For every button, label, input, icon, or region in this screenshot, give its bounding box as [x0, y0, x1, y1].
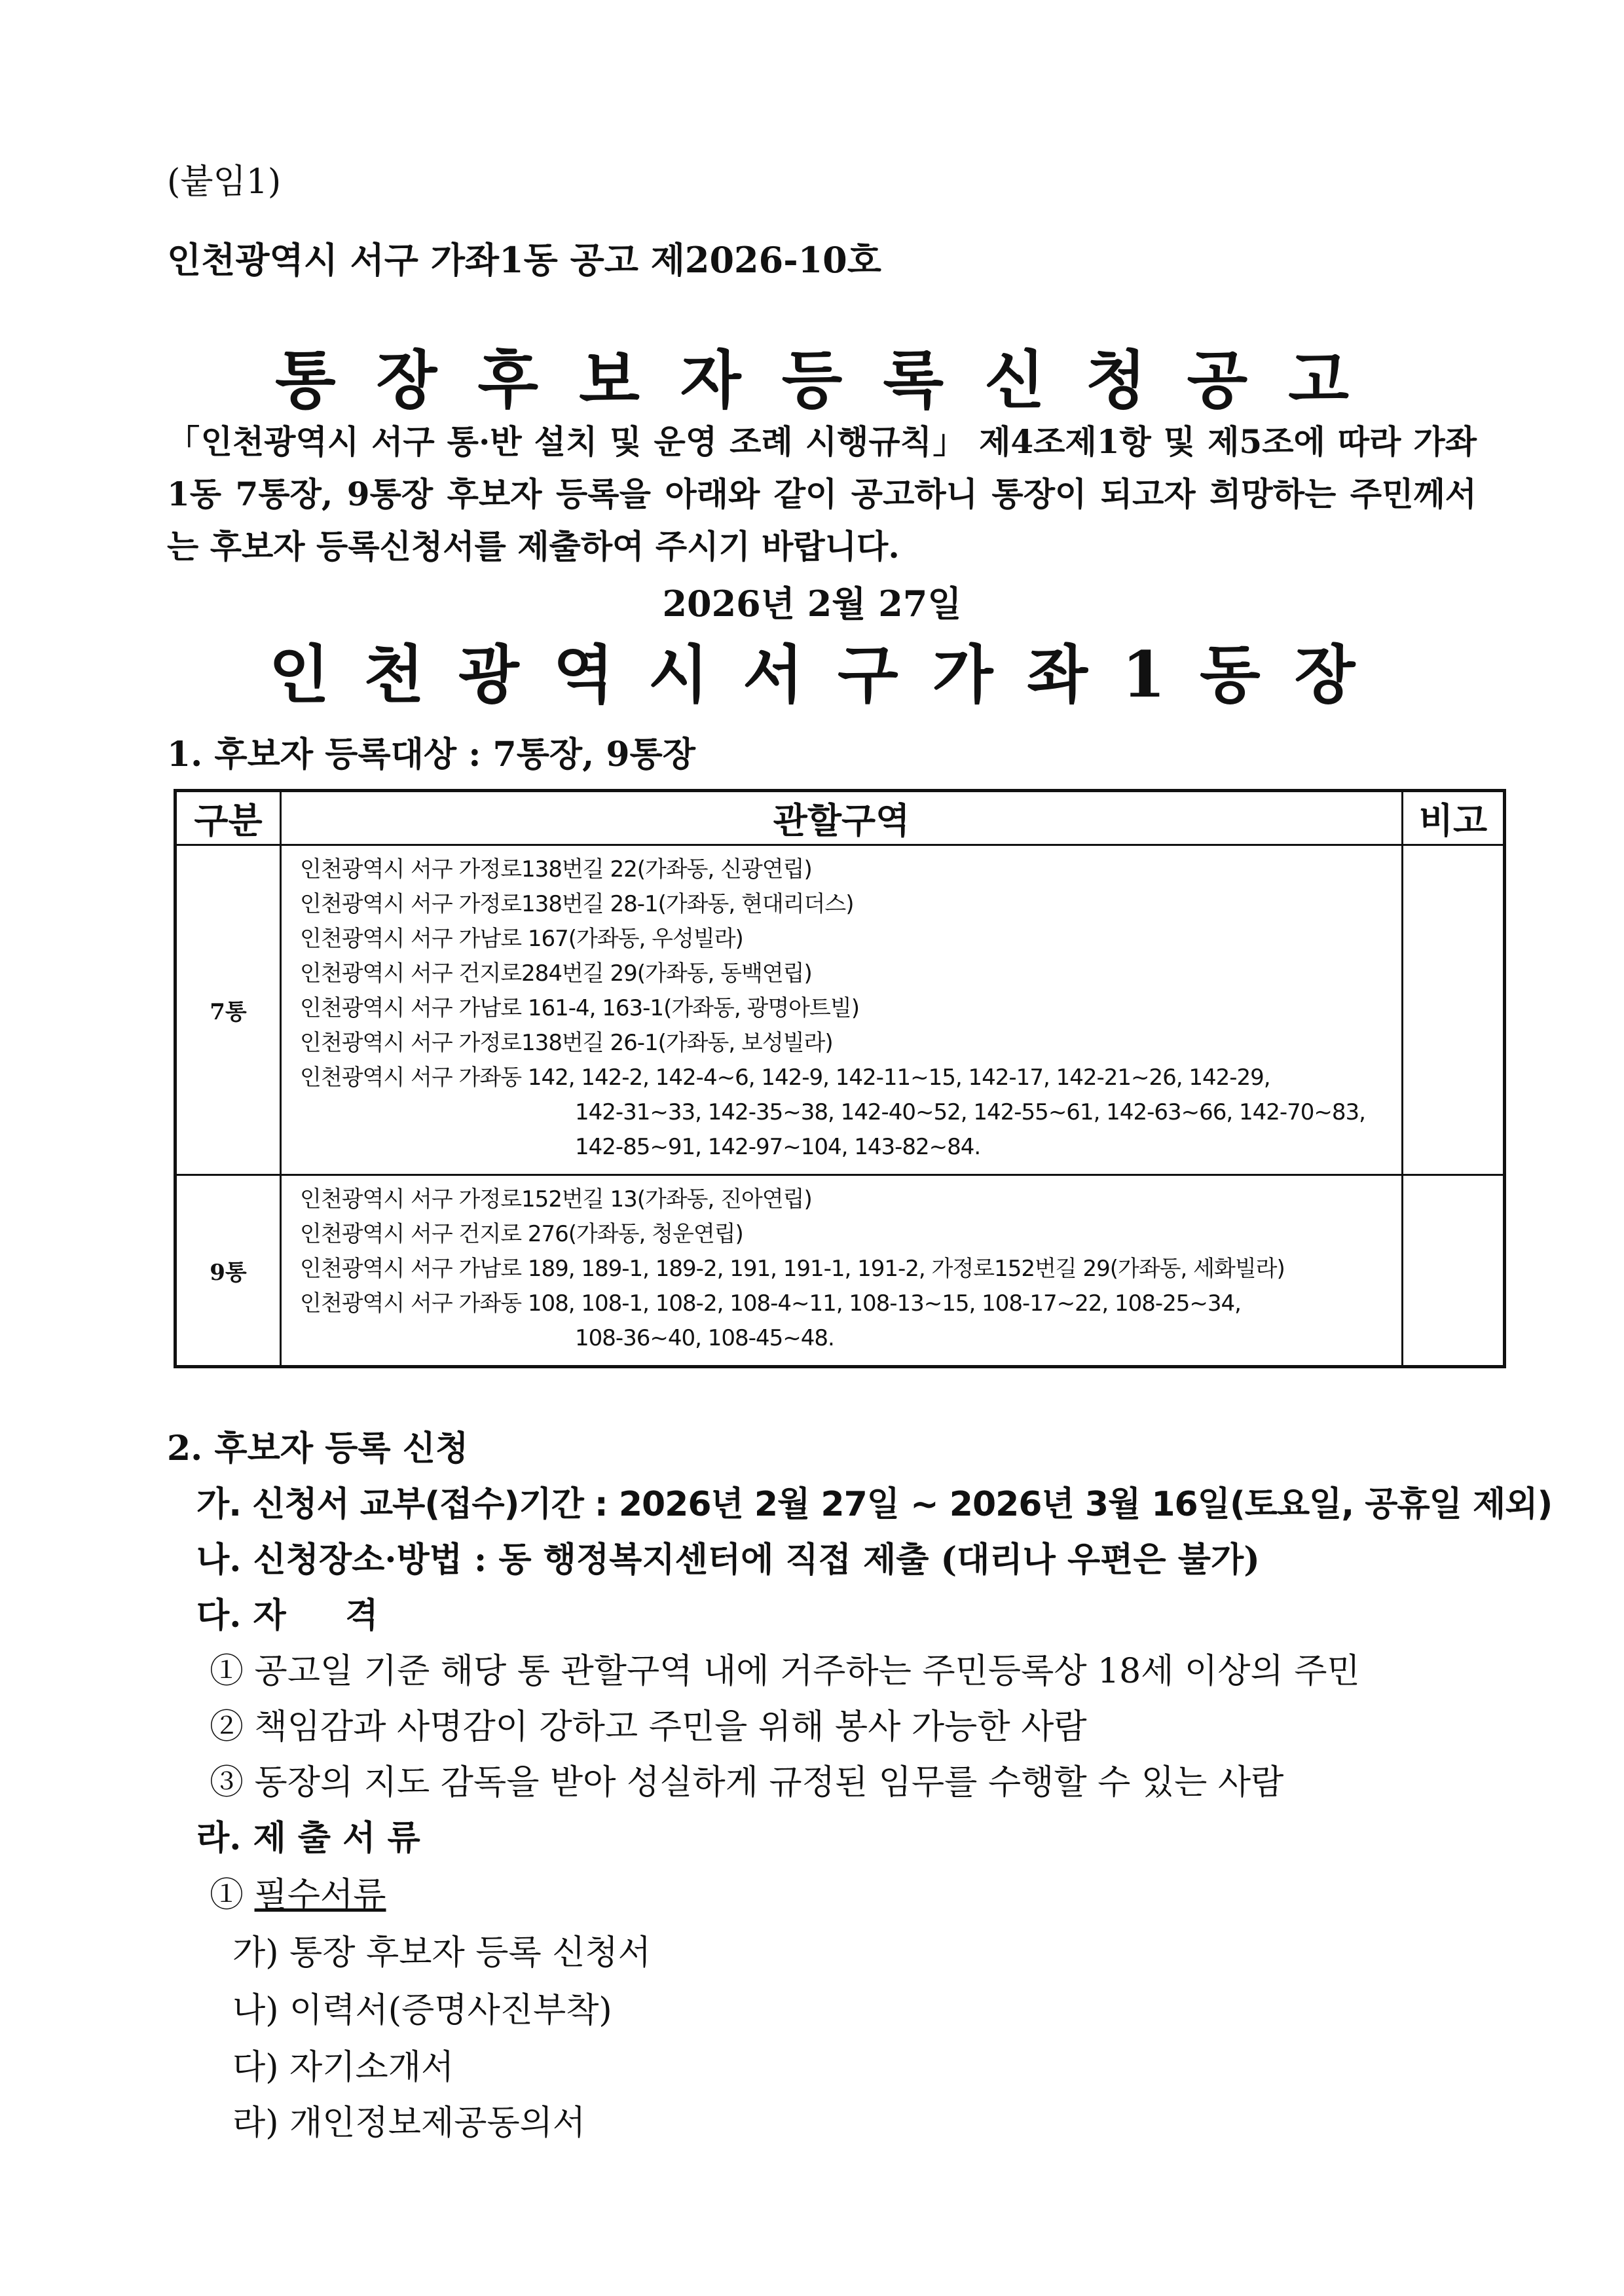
required-marker: ①: [210, 1876, 244, 1915]
table-row: [175, 845, 1505, 1175]
document-item: 라) 개인정보제공동의서: [232, 2104, 586, 2143]
area-line: 인천광역시 서구 가남로 167(가좌동, 우성빌라): [300, 926, 743, 952]
jurisdiction-table: [174, 789, 1506, 1368]
notice-number: 인천광역시 서구 가좌1동 공고 제2026-10호: [167, 239, 881, 281]
qualification-item: ③ 동장의 지도 감독을 받아 성실하게 규정된 임무를 수행할 수 있는 사람: [210, 1763, 1284, 1802]
tong-9-label: 9통: [175, 1175, 281, 1367]
intro-paragraph: 「인천광역시 서구 통·반 설치 및 운영 조례 시행규칙」 제4조제1항 및 제5조에 따라 가좌1동 7통장, 9통장 후보자 등록을 아래와 같이 공고하니 통장이 되고자 희망하는 주민께서는 후보자 등록신청서를 제출하여 주시기 바랍니다.: [167, 422, 1477, 566]
tong-7-note: [1403, 845, 1505, 1175]
area-line: 인천광역시 서구 가좌동 142, 142-2, 142-4~6, 142-9, 142-11~15, 142-17, 142-21~26, 142-29,: [300, 1065, 1270, 1091]
area-line-continued: 108-36~40, 108-45~48.: [575, 1325, 834, 1351]
section-1-heading: 1. 후보자 등록대상 : 7통장, 9통장: [167, 735, 696, 774]
application-period: 가. 신청서 교부(접수)기간 : 2026년 2월 27일 ~ 2026년 3월 16일(토요일, 공휴일 제외): [196, 1485, 1553, 1524]
section-2-heading: 2. 후보자 등록 신청: [167, 1429, 469, 1468]
area-line-continued: 142-31~33, 142-35~38, 142-40~52, 142-55~61, 142-63~66, 142-70~83,: [575, 1099, 1365, 1125]
area-line-continued: 142-85~91, 142-97~104, 143-82~84.: [575, 1134, 981, 1160]
qualification-item: ② 책임감과 사명감이 강하고 주민을 위해 봉사 가능한 사람: [210, 1707, 1087, 1747]
area-line: 인천광역시 서구 가남로 161-4, 163-1(가좌동, 광명아트빌): [300, 995, 859, 1021]
page-title: 통장후보자등록신청공고: [274, 343, 1390, 417]
required-documents-label: [210, 1867, 386, 1916]
area-line: 인천광역시 서구 가정로138번길 28-1(가좌동, 현대리더스): [300, 891, 854, 917]
required-label: 필수서류: [254, 1876, 386, 1915]
area-line: 인천광역시 서구 가좌동 108, 108-1, 108-2, 108-4~11, 108-13~15, 108-17~22, 108-25~34,: [300, 1290, 1241, 1317]
tong-7-label: 7통: [175, 845, 281, 1175]
header-division: 구분: [175, 791, 281, 845]
documents-heading: 라. 제 출 서 류: [196, 1818, 420, 1858]
tong-7-area: [281, 845, 1403, 1175]
area-line: 인천광역시 서구 가남로 189, 189-1, 189-2, 191, 191-1, 191-2, 가정로152번길 29(가좌동, 세화빌라): [300, 1256, 1285, 1282]
attachment-label: (붙임1): [167, 162, 282, 202]
document-item: 다) 자기소개서: [232, 2048, 454, 2087]
table-row: [175, 1175, 1505, 1367]
tong-9-area: [281, 1175, 1403, 1367]
qualification-item: ① 공고일 기준 해당 통 관할구역 내에 거주하는 주민등록상 18세 이상의 주민: [210, 1652, 1360, 1691]
area-line: 인천광역시 서구 건지로284번길 29(가좌동, 동백연립): [300, 960, 812, 987]
notice-date: 2026년 2월 27일: [662, 583, 962, 625]
application-place-method: 나. 신청장소·방법 : 동 행정복지센터에 직접 제출 (대리나 우편은 불가): [196, 1540, 1260, 1580]
qualification-heading: 다. 자 격: [196, 1595, 378, 1635]
area-line: 인천광역시 서구 건지로 276(가좌동, 청운연립): [300, 1221, 743, 1247]
area-line: 인천광역시 서구 가정로152번길 13(가좌동, 진아연립): [300, 1186, 812, 1212]
area-line: 인천광역시 서구 가정로138번길 26-1(가좌동, 보성빌라): [300, 1030, 833, 1056]
document-item: 나) 이력서(증명사진부착): [232, 1991, 612, 2030]
header-area: 관할구역: [281, 791, 1403, 845]
header-note: 비고: [1403, 791, 1505, 845]
tong-9-note: [1403, 1175, 1505, 1367]
document-item: 가) 통장 후보자 등록 신청서: [232, 1933, 651, 1973]
issuer: 인천광역시서구가좌1동장: [268, 638, 1390, 712]
table-header-row: [175, 791, 1505, 845]
area-line: 인천광역시 서구 가정로138번길 22(가좌동, 신광연립): [300, 856, 812, 883]
